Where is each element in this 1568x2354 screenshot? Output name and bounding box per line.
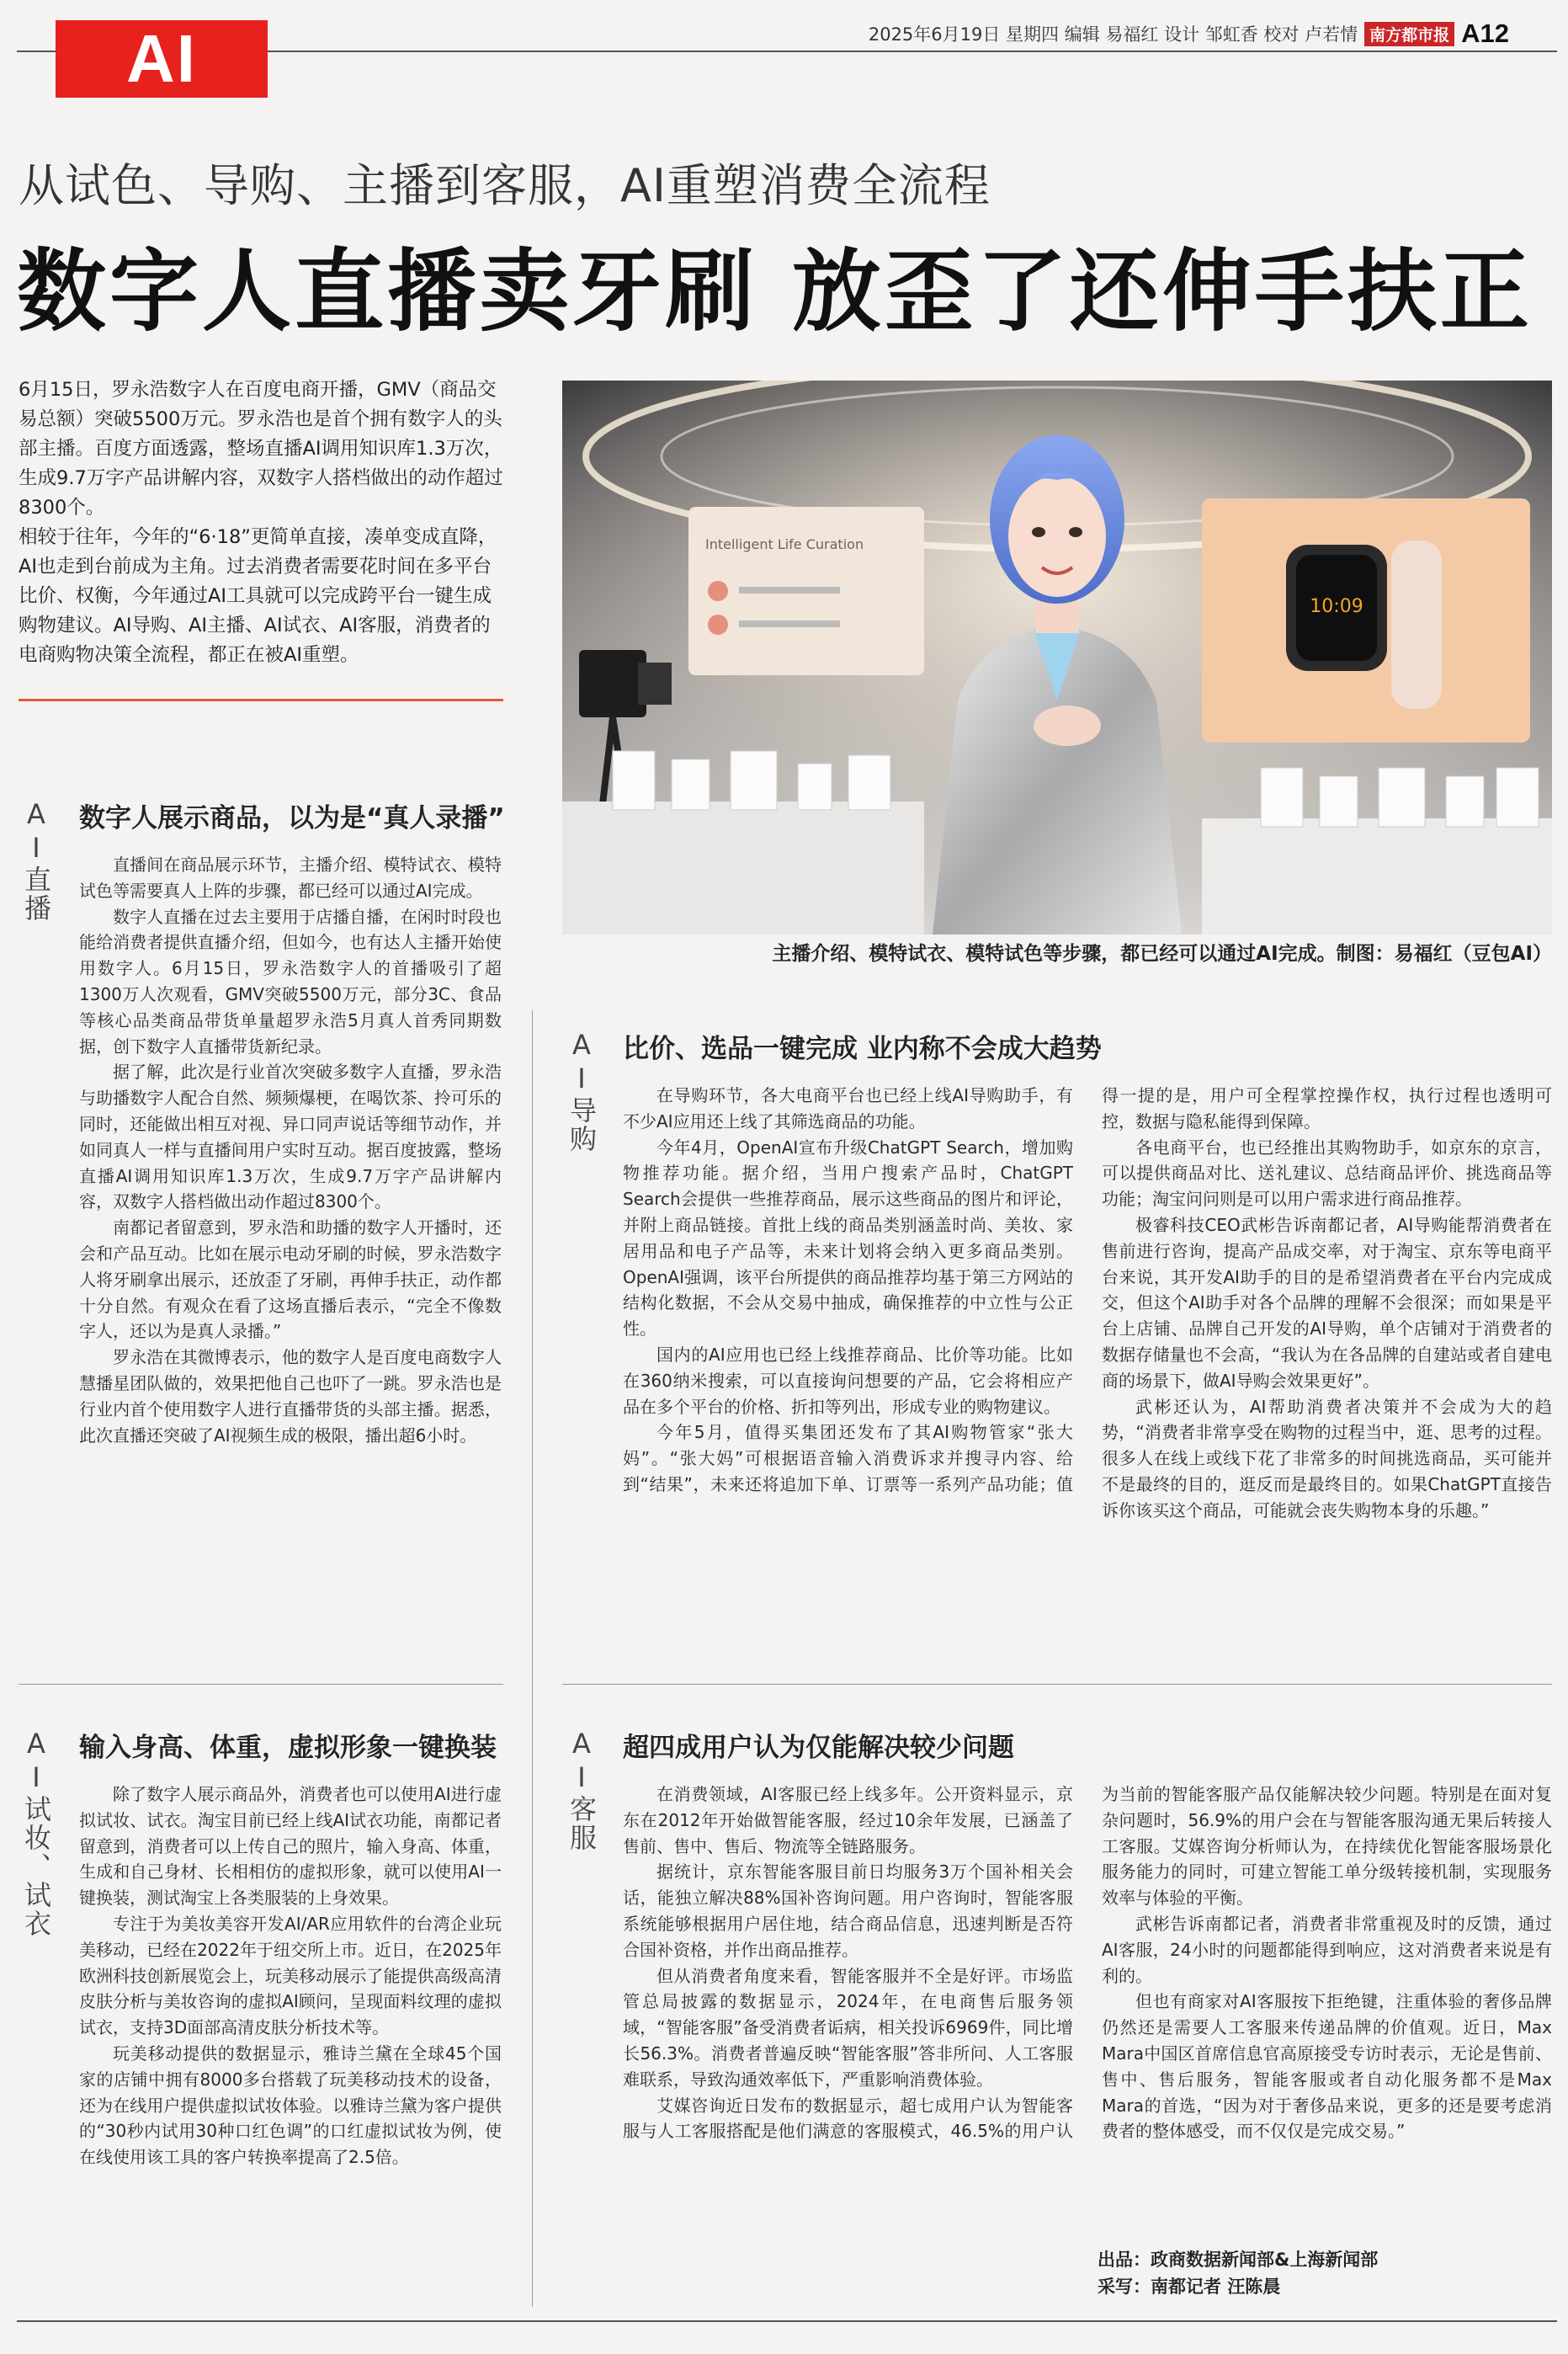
section-divider — [19, 1684, 503, 1685]
feature-photo — [562, 381, 1552, 935]
paragraph: 艾媒咨询近日发布的数据显示，超七成用户认为智能客服与人工客服搭配是他们满意的客服模式，46.5%的用户认为当前的智能客服产品仅能解决较少问题。特别是在面对复杂问题时，56.9%的用户会在与智能客服沟通无果后转接人工客服。艾媒咨询分析师认为，在持续优化智能客服场景化服务能力的同时，可建立智能工单分级转接机制，实现服务效率与体验的平衡。 — [623, 1784, 1552, 2142]
lead-rule — [19, 699, 503, 701]
section-divider — [562, 1684, 1552, 1685]
lead-paragraph: 相较于往年，今年的“6·18”更简单直接，凑单变成直降，AI也走到台前成为主角。过去消费者需要花时间在多平台比价、权衡，今年通过AI工具就可以完成跨平台一键生成购物建议。AI导购、AI主播、AI试衣、AI客服，消费者的电商购物决策全流程，都正在被AI重塑。 — [19, 526, 497, 666]
paragraph: 据了解，此次是行业首次突破多数字人直播，罗永浩与助播数字人配合自然、频频爆梗，在喝饮茶、拎可乐的同时，还能做出相互对视、异口同声说话等细节动作，并如同真人一样与直播间用户实时互动。据百度披露，整场直播AI调用知识库1.3万次，生成9.7万字产品讲解内容，双数字人搭档做出动作超过8300个。 — [79, 1062, 502, 1212]
section-label-live: AI直播 — [20, 798, 52, 923]
paragraph: 数字人直播在过去主要用于店播自播，在闲时时段也能给消费者提供直播介绍，但如今，也有达人主播开始使用数字人。6月15日，罗永浩数字人的首播吸引了超1300万人次观看，GMV突破5500万元，部分3C、食品等核心品类商品带货单量超罗永浩5月真人首秀同期数据，创下数字人直播带货新纪录。 — [79, 906, 502, 1057]
paragraph: 今年5月，值得买集团还发布了其AI购物管家“张大妈”。“张大妈”可根据语音输入消费诉求并搜寻内容、给到“结果”，未来还将追加下单、订票等一系列产品功能；值得一提的是，用户可全程掌控操作权，执行过程也透明可控，数据与隐私能得到保障。 — [623, 1085, 1552, 1494]
paragraph: 极睿科技CEO武彬告诉南都记者，AI导购能帮消费者在售前进行咨询，提高产品成交率，对于淘宝、京东等电商平台来说，其开发AI助手的目的是希望消费者在平台内完成成交，但这个AI助手对各个品牌的理解不会很深；而如果是平台上店铺、品牌自己开发的AI导购，单个店铺对于消费者的数据存储量也不会高，“我认为在各品牌的自建站或者自建电商的场景下，做AI导购会效果更好”。 — [1102, 1214, 1552, 1391]
section-title-service: 超四成用户认为仅能解决较少问题 — [623, 1733, 1014, 1763]
page-number: A12 — [1461, 19, 1509, 48]
paragraph: 武彬还认为，AI帮助消费者决策并不会成为大的趋势，“消费者非常享受在购物的过程当中，逛、思考的过程。很多人在线上或线下花了非常多的时间挑选商品，买可能并不是最终的目的，逛反而是最终目的。如果ChatGPT直接告诉你该买这个商品，可能就会丧失购物本身的乐趣。” — [1102, 1396, 1552, 1521]
paper-logo: 南方都市报 — [1364, 22, 1454, 46]
lead-paragraphs — [19, 375, 503, 670]
paragraph: 玩美移动提供的数据显示，雅诗兰黛在全球45个国家的店铺中拥有8000多台搭载了玩美移动技术的设备，还为在线用户提供虚拟试妆体验。以雅诗兰黛为客户提供的“30秒内试用30种口红色调”的口红虚拟试妆为例，使在线使用该工具的客户转换率提高了2.5倍。 — [79, 2042, 502, 2168]
photo-caption: 主播介绍、模特试衣、模特试色等步骤，都已经可以通过AI完成。制图：易福红（豆包AI） — [772, 943, 1552, 965]
section-body-live — [79, 852, 502, 1448]
header-meta — [869, 19, 1509, 49]
paragraph: 罗永浩在其微博表示，他的数字人是百度电商数字人慧播星团队做的，效果把他自己也吓了一跳。罗永浩也是行业内首个使用数字人进行直播带货的头部主播。据悉，此次直播还突破了AI视频生成的极限，播出超6小时。 — [79, 1347, 502, 1446]
paragraph: 武彬告诉南都记者，消费者非常重视及时的反馈，通过AI客服，24小时的问题都能得到响应，这对消费者来说是有利的。 — [1102, 1913, 1552, 1986]
section-tag: AI — [56, 20, 268, 98]
paragraph: 据统计，京东智能客服目前日均服务3万个国补相关会话，能独立解决88%国补咨询问题。用户咨询时，智能客服系统能够根据用户居住地，结合商品信息，迅速判断是否符合国补资格，并作出商品推荐。 — [623, 1861, 1073, 1960]
subheadline: 从试色、导购、主播到客服，AI重塑消费全流程 — [19, 159, 991, 212]
section-title-live: 数字人展示商品，以为是“真人录播” — [79, 803, 505, 833]
paragraph: 今年4月，OpenAI宣布升级ChatGPT Search，增加购物推荐功能。据介绍，当用户搜索产品时，ChatGPT Search会提供一些推荐商品，展示这些商品的图片和评论，并附上商品链接。首批上线的商品类别涵盖时尚、美妆、家居用品和电子产品等，未来计划将会纳入更多商品类别。OpenAI强调，该平台所提供的商品推荐均基于第三方网站的结构化数据，不会从交易中抽成，确保推荐的中立性与公正性。 — [623, 1137, 1073, 1339]
paragraph: 南都记者留意到，罗永浩和助播的数字人开播时，还会和产品互动。比如在展示电动牙刷的时候，罗永浩数字人将牙刷拿出展示，还放歪了牙刷，再伸手扶正，动作都十分自然。有观众在看了这场直播后表示，“完全不像数字人，还以为是真人录播。” — [79, 1217, 502, 1342]
display-screen-right — [1202, 498, 1530, 743]
lead-paragraph: 6月15日，罗永浩数字人在百度电商开播，GMV（商品交易总额）突破5500万元。罗永浩也是首个拥有数字人的头部主播。百度方面透露，整场直播AI调用知识库1.3万次，生成9.7万字产品讲解内容，双数字人搭档做出的动作超过8300个。 — [19, 379, 503, 519]
section-title-guide: 比价、选品一键完成 业内称不会成大趋势 — [623, 1034, 1102, 1064]
section-body-service — [623, 1781, 1552, 2236]
screen-text: Intelligent Life Curation — [705, 536, 864, 552]
headline: 数字人直播卖牙刷 放歪了还伸手扶正 — [17, 240, 1533, 344]
section-body-guide — [623, 1083, 1552, 1668]
credits-line: 出品：政商数据新闻部&上海新闻部 — [1098, 2250, 1379, 2270]
paragraph: 各电商平台，也已经推出其购物助手，如京东的京言，可以提供商品对比、送礼建议、总结商品评价、挑选商品等功能；淘宝问问则是可以用户需求进行商品推荐。 — [1102, 1137, 1552, 1210]
paragraph: 但也有商家对AI客服按下拒绝键，注重体验的奢侈品牌仍然还是需要人工客服来传递品牌的价值观。近日，Max Mara中国区首席信息官高原接受专访时表示，无论是售前、售中、售后服务，智能客服或者自动化服务都不是Max Mara的首选，“因为对于奢侈品来说，更多的还是要考虑消费者的整体感受，而不仅仅是完成交易。” — [1102, 1991, 1552, 2142]
section-label-tryon: AI试妆、试衣 — [20, 1728, 52, 1938]
paragraph: 专注于为美妆美容开发AI/AR应用软件的台湾企业玩美移动，已经在2022年于纽交所上市。近日，在2025年欧洲科技创新展览会上，玩美移动展示了能提供高级高清皮肤分析与美妆咨询的虚拟AI顾问，呈现面料纹理的虚拟试衣，支持3D面部高清皮肤分析技术等。 — [79, 1913, 502, 2038]
paragraph: 直播间在商品展示环节，主播介绍、模特试衣、模特试色等需要真人上阵的步骤，都已经可以通过AI完成。 — [79, 855, 502, 901]
credits — [1098, 2246, 1552, 2300]
display-screen-left — [688, 507, 924, 675]
watch-time: 10:09 — [1310, 596, 1363, 617]
bottom-rule — [17, 2320, 1557, 2322]
section-label-guide: AI导购 — [566, 1029, 598, 1153]
column-divider — [532, 1010, 533, 2307]
header-meta-text: 2025年6月19日 星期四 编辑 易福红 设计 邹虹香 校对 卢若情 — [868, 24, 1358, 45]
paragraph: 在导购环节，各大电商平台也已经上线AI导购助手，有不少AI应用还上线了其筛选商品的功能。 — [623, 1085, 1073, 1132]
paragraph: 国内的AI应用也已经上线推荐商品、比价等功能。比如在360纳米搜索，可以直接询问想要的产品，它会将相应产品在多个平台的价格、折扣等列出，形成专业的购物建议。 — [623, 1344, 1073, 1417]
paragraph: 但从消费者角度来看，智能客服并不全是好评。市场监管总局披露的数据显示，2024年，在电商售后服务领域，“智能客服”备受消费者诟病，相关投诉6969件，同比增长56.3%。消费者普遍反映“智能客服”答非所问、人工客服难联系，导致沟通效率低下，严重影响消费体验。 — [623, 1965, 1073, 2090]
section-title-tryon: 输入身高、体重，虚拟形象一键换装 — [79, 1733, 497, 1763]
paragraph: 在消费领域，AI客服已经上线多年。公开资料显示，京东在2012年开始做智能客服，经过10余年发展，已涵盖了售前、售中、售后、物流等全链路服务。 — [623, 1784, 1073, 1856]
credits-line: 采写：南都记者 汪陈晨 — [1098, 2277, 1281, 2297]
paragraph: 除了数字人展示商品外，消费者也可以使用AI进行虚拟试妆、试衣。淘宝目前已经上线AI试衣功能，南都记者留意到，消费者可以上传自己的照片，输入身高、体重，生成和自己身材、长相相仿的虚拟形象，就可以使用AI一键换装，测试淘宝上各类服装的上身效果。 — [79, 1784, 502, 1909]
section-body-tryon — [79, 1781, 502, 2170]
section-label-service: AI客服 — [566, 1728, 598, 1852]
